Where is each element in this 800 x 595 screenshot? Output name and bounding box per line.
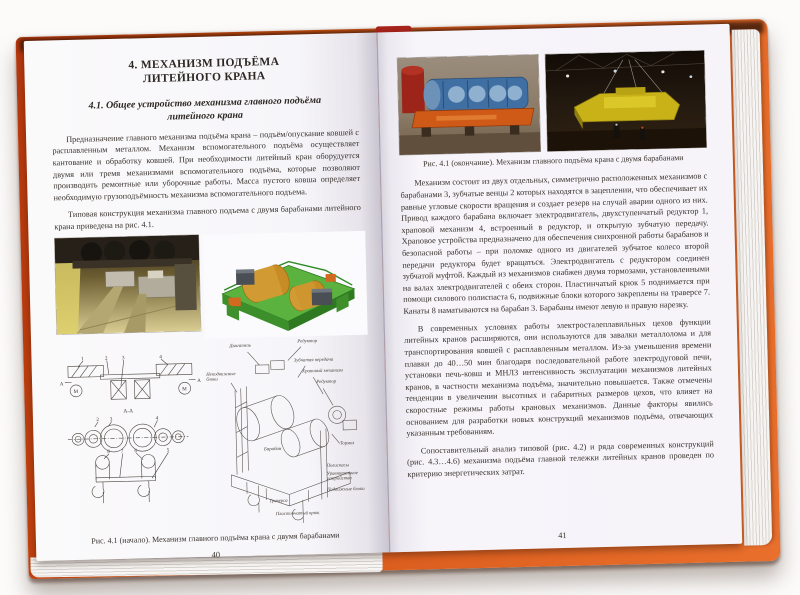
- scheme-section-a-left: А: [59, 380, 64, 387]
- isometric-wrap: [205, 336, 372, 528]
- iso-label-podvizhnye: Подвижные блоки: [326, 486, 365, 493]
- figure-4-1-end: [397, 50, 706, 154]
- trolley-outdoor-art: [397, 55, 540, 155]
- iso-label-dvigatel: Двигатель: [229, 343, 252, 349]
- kinematic-scheme-art: [57, 340, 205, 515]
- iso-label-nepodvizhnye: Неподвижные блоки: [206, 371, 236, 383]
- section-title-line2: литейного крана: [167, 109, 244, 123]
- open-book: [9, 0, 789, 593]
- scheme-section-label: А-А: [123, 408, 134, 415]
- right-figure-caption: Рис. 4.1 (окончание). Механизм главного подъёма крана с двумя барабанами: [422, 153, 684, 169]
- figure-isometric-drawing: [205, 336, 372, 528]
- iso-label-reduktor-right: Редуктор: [316, 379, 337, 385]
- scheme-lower-num-3: 3: [109, 416, 113, 423]
- scheme-num-5: 5: [166, 447, 170, 454]
- page-spread: [24, 24, 742, 561]
- scheme-num-7: 7: [120, 448, 124, 455]
- left-page: [24, 32, 390, 560]
- figure-cad-render: [203, 230, 368, 338]
- right-paragraph-1: Механизм состоит из двух отдельных, симметрично расположенных механизмов с барабанами 3, зубчатые венцы 2 которых находятся в зацеплении, что обеспечивает их равные угловые скорости вращения и создает резерв на случай аварии одного из них. Привод каждого барабана включает электродвигатель, двухступенчатый редуктор 1, храповой механизм 4, встроенный в редуктор, и открытую зубчатую передачу. Храповое устройства предназначено для обеспечения синхронной работы барабанов и безопасной работы – при поломке одного из двигателей зубчатое колесо второй передачи редуктора будет вращаться. Электродвигатель с редуктором соединен зубчатой муфтой. Каждый из механизмов снабжен двумя тормозами, установленными на валах электродвигателей с обеих сторон. Пластинчатый крюк 5 поднимается при помощи силового полиспаста 6, подвижные блоки которого закреплены на траверсе 7. Канаты 8 наматываются на барабан 3. Барабаны имеют левую и правую нарезку.: [400, 171, 711, 316]
- chapter-title-line1: 4. МЕХАНИЗМ ПОДЪЁМА: [128, 55, 280, 72]
- iso-label-khrapovyi: Храповый механизм: [302, 368, 343, 375]
- scheme-lower-num-4: 4: [155, 415, 159, 422]
- figure-kinematic-scheme: [57, 340, 205, 515]
- cad-render-art: [203, 230, 368, 338]
- iso-label-plastinchatyi: Пластинчатый крюк: [275, 510, 320, 517]
- scheme-num-1: 1: [81, 355, 84, 362]
- left-paragraph-1: Предназначение главного механизма подъёма крана – подъём/опускание ковшей с расплавленным металлом. Механизм вспомогательного подъёма осуществляет кантование и обработку ковшей. При необходимости литейный кран оборудуется двумя или тремя механизмами вспомогательного подъёма, которые позволяют производить ремонтные или уборочные работы. Масса пустого ковша определяет необходимую грузоподъёмность механизма вспомогательного подъема.: [52, 127, 361, 203]
- right-paragraph-3: Сопоставительный анализ типовой (рис. 4.2) и ряда современных конструкций (рис. 4.3…4.6) механизма подъёма главной тележки литейных кранов проведен по критерию энергетических затрат.: [407, 439, 715, 479]
- scheme-motor-left: М: [73, 388, 79, 395]
- figure-photo-trolley-outdoor: [397, 55, 540, 155]
- left-page-number: 40: [211, 549, 221, 560]
- trolley-shop-art: [545, 50, 706, 151]
- scheme-lower-num-2: 2: [96, 416, 99, 423]
- right-page: [377, 24, 743, 552]
- iso-label-tormoz: Тормоз: [339, 440, 355, 447]
- iso-label-baraban: Барабан: [263, 446, 282, 452]
- figure-photo-trolley-shop: [545, 50, 706, 151]
- scheme-motor-right: М: [182, 385, 187, 393]
- left-figure-caption: Рис. 4.1 (начало). Механизм главного подъёма крана с двумя барабанами: [91, 530, 340, 546]
- iso-label-polispasy: Полиспасы: [326, 462, 350, 469]
- section-title-line1: 4.1. Общее устройство механизма главного подъёма: [88, 94, 322, 112]
- scheme-section-a-right: А: [197, 377, 201, 384]
- scheme-num-2: 2: [104, 355, 108, 362]
- right-paragraph-2: В современных условиях работы электросталеплавильных цехов функции литейных кранов расширяются, они используются для завалки металлолома и для транспортирования ковшей с расплавленным металлом. Из-за уменьшения времени плавки до 40…50 мин благодаря последовательной работе электродуговой печи, установки печь-ковш и МНЛЗ интенсивность эксплуатации механизмов литейных кранов, в частности механизма подъёма, значительно повышается. Также отмечены тенденции в увеличении высотных и габаритных размеров цехов, что влияет на скоростные режимы работы крановых механизмов. Данные факторы явились основанием для разработки новых конструкций механизмов подъёма, отвечающих указанным требованиям.: [404, 317, 714, 439]
- figure-photo-workshop: [55, 234, 202, 333]
- iso-label-zubchataya: Зубчатая передача: [293, 357, 334, 364]
- workshop-photo-art: [55, 234, 202, 333]
- iso-label-uravnitelnoe: Уравнительное устройство: [326, 470, 359, 482]
- right-page-number: 41: [558, 529, 567, 541]
- iso-label-traversa: Траверса: [269, 498, 288, 504]
- chapter-title-line2: ЛИТЕЙНОГО КРАНА: [142, 70, 266, 86]
- scheme-num-8: 8: [107, 448, 110, 455]
- left-paragraph-2: Типовая конструкция механизма главного подъема с двумя барабанами литейного крана приведена на рис. 4.1.: [54, 203, 361, 232]
- scheme-num-3: 3: [121, 354, 125, 361]
- figure-4-1-start: [55, 231, 369, 532]
- section-title: [51, 93, 359, 126]
- chapter-title: [50, 53, 358, 89]
- scheme-num-4: 4: [159, 353, 162, 360]
- scheme-num-6: 6: [134, 447, 138, 454]
- isometric-art: [205, 336, 372, 528]
- iso-label-reduktor-top: Редуктор: [297, 338, 318, 345]
